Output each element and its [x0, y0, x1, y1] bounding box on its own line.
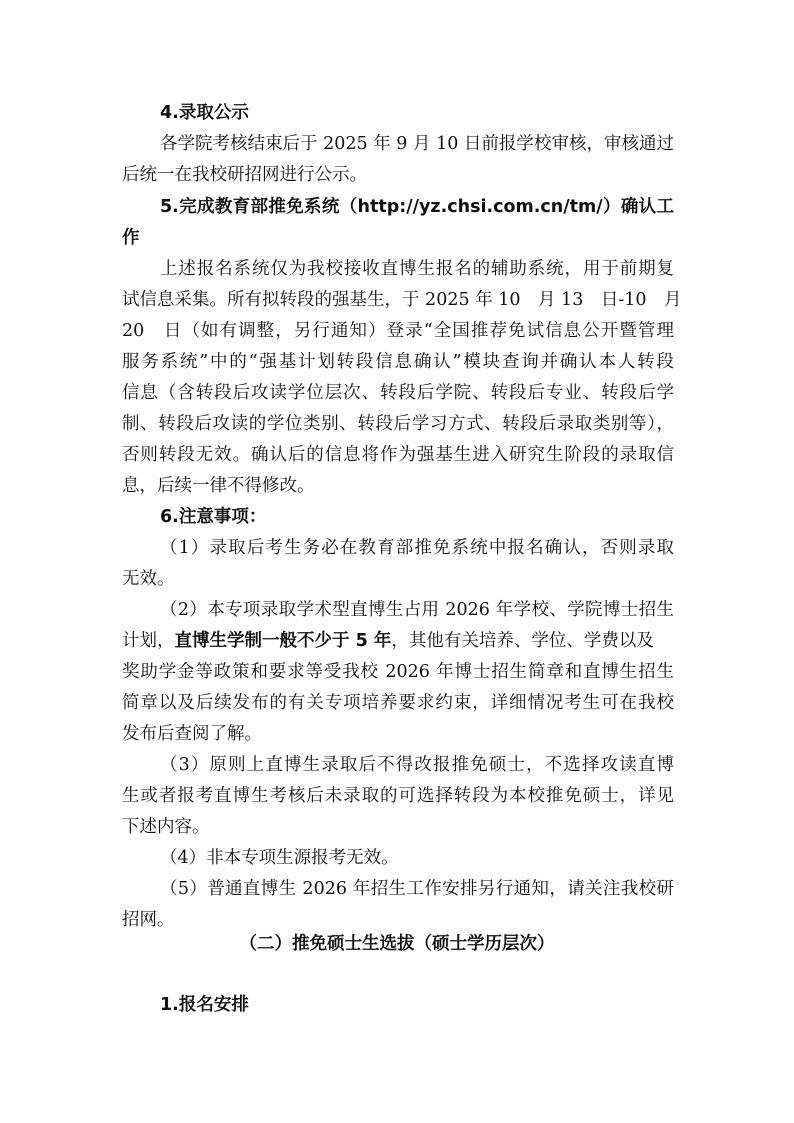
paragraph-line: 20 日（如有调整，另行通知）登录“全国推荐免试信息公开暨管理	[122, 321, 674, 341]
paragraph-line: 息，后续一律不得修改。	[122, 476, 315, 496]
paragraph-line: 奖助学金等政策和要求等受我校 2026 年博士招生简章和直博生招生	[122, 662, 674, 682]
paragraph-line: （4）非本专项生源报考无效。	[160, 848, 399, 868]
emphasis-text: 直博生学制一般不少于 5 年	[174, 631, 392, 651]
paragraph-line: 招网。	[122, 910, 175, 930]
paragraph-line: （1）录取后考生务必在教育部推免系统中报名确认，否则录取	[160, 538, 674, 558]
section-heading: 1.报名安排	[160, 995, 249, 1015]
paragraph-line: 无效。	[122, 569, 175, 589]
paragraph-line: （2）本专项录取学术型直博生占用 2026 年学校、学院博士招生	[160, 600, 674, 620]
paragraph-line: 生或者报考直博生考核后未录取的可选择转段为本校推免硕士，详见	[122, 786, 674, 806]
part-heading: （二）推免硕士生选拔（硕士学历层次）	[239, 934, 555, 954]
paragraph-line: 试信息采集。所有拟转段的强基生，于 2025 年 10 月 13 日-10 月	[122, 290, 682, 310]
text-run: 计划，	[122, 631, 175, 651]
paragraph-line: 后统一在我校研招网进行公示。	[122, 165, 367, 185]
paragraph-line: （5）普通直博生 2026 年招生工作安排另行通知，请关注我校研	[160, 879, 674, 899]
paragraph-line	[122, 626, 674, 656]
paragraph-line: （3）原则上直博生录取后不得改报推免硕士，不选择攻读直博	[160, 755, 674, 775]
section-heading: 4.录取公示	[160, 103, 249, 123]
paragraph-line: 发布后查阅了解。	[122, 724, 262, 744]
section-heading: 6.注意事项：	[160, 507, 267, 527]
paragraph-line: 上述报名系统仅为我校接收直博生报名的辅助系统，用于前期复	[160, 259, 674, 279]
paragraph-line: 信息（含转段后攻读学位层次、转段后学院、转段后专业、转段后学	[122, 383, 674, 403]
paragraph-line: 服务系统”中的“强基计划转段信息确认”模块查询并确认本人转段	[122, 352, 674, 372]
paragraph-line: 各学院考核结束后于 2025 年 9 月 10 日前报学校审核，审核通过	[160, 134, 674, 154]
text-run: ，其他有关培养、学位、学费以及	[391, 631, 654, 651]
section-heading: 5.完成教育部推免系统（http://yz.chsi.com.cn/tm/）确认工	[160, 197, 674, 217]
section-heading-cont: 作	[122, 228, 140, 248]
paragraph-line: 下述内容。	[122, 817, 210, 837]
paragraph-line: 简章以及后续发布的有关专项培养要求约束，详细情况考生可在我校	[122, 693, 674, 713]
paragraph-line: 否则转段无效。确认后的信息将作为强基生进入研究生阶段的录取信	[122, 445, 674, 465]
paragraph-line: 制、转段后攻读的学位类别、转段后学习方式、转段后录取类别等），	[122, 414, 674, 434]
